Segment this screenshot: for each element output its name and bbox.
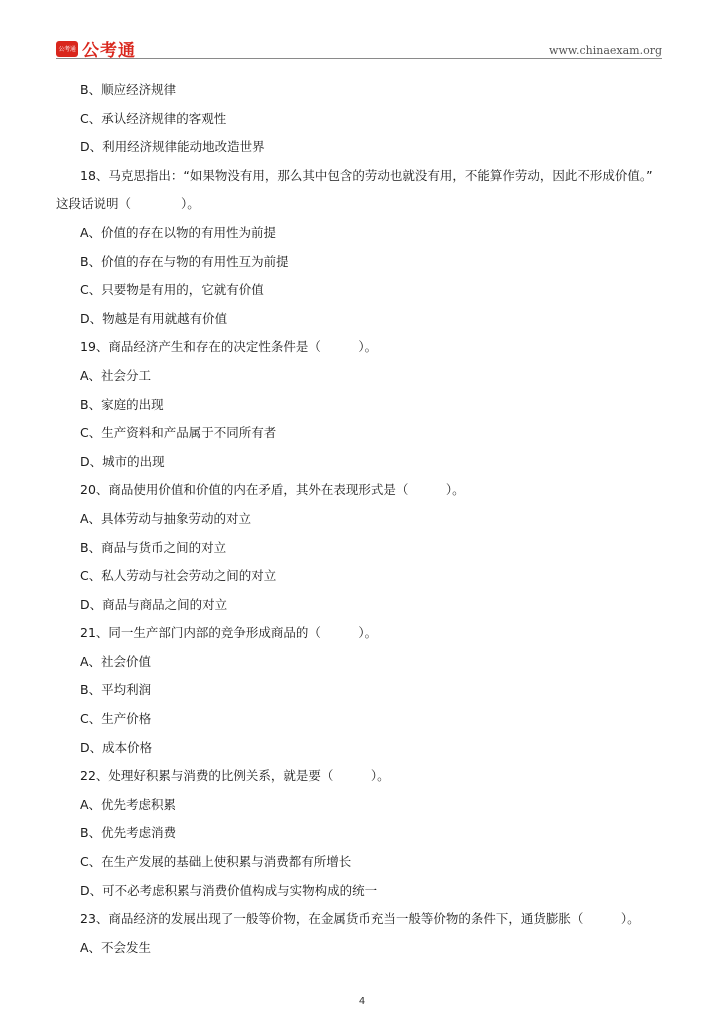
text-line: C、生产资料和产品属于不同所有者 bbox=[80, 425, 277, 441]
text-line: B、商品与货币之间的对立 bbox=[80, 539, 227, 555]
text-line: D、商品与商品之间的对立 bbox=[80, 596, 228, 612]
page-number: 4 bbox=[358, 996, 366, 1007]
text-line: D、城市的出现 bbox=[80, 453, 165, 469]
text-line: A、具体劳动与抽象劳动的对立 bbox=[80, 510, 252, 526]
text-line: B、家庭的出现 bbox=[80, 396, 164, 412]
text-line: C、生产价格 bbox=[80, 711, 152, 727]
text-line: 22、处理好积累与消费的比例关系，就是要（ ）。 bbox=[80, 768, 390, 784]
text-line: 这段话说明（ ）。 bbox=[56, 196, 200, 212]
text-line: B、平均利润 bbox=[80, 682, 152, 698]
text-line: 20、商品使用价值和价值的内在矛盾，其外在表现形式是（ ）。 bbox=[80, 482, 465, 498]
site-url: www.chinaexam.org bbox=[549, 44, 662, 57]
text-line: B、顺应经济规律 bbox=[80, 82, 177, 97]
text-line: B、优先考虑消费 bbox=[80, 825, 177, 841]
header-divider bbox=[56, 58, 662, 59]
text-line: A、社会分工 bbox=[80, 367, 152, 383]
document-body bbox=[56, 76, 666, 962]
text-line: D、物越是有用就越有价值 bbox=[80, 310, 228, 326]
text-line: C、私人劳动与社会劳动之间的对立 bbox=[80, 568, 277, 584]
logo-text: 公考通 bbox=[82, 41, 136, 61]
text-line: D、成本价格 bbox=[80, 739, 153, 755]
text-line: D、利用经济规律能动地改造世界 bbox=[80, 139, 265, 155]
text-line: B、价值的存在与物的有用性互为前提 bbox=[80, 253, 289, 269]
text-line: 19、商品经济产生和存在的决定性条件是（ ）。 bbox=[80, 339, 378, 355]
text-line: C、在生产发展的基础上使积累与消费都有所增长 bbox=[80, 854, 352, 870]
text-line: A、不会发生 bbox=[80, 939, 152, 955]
text-line: 21、同一生产部门内部的竞争形成商品的（ ）。 bbox=[80, 625, 378, 641]
text-line: A、优先考虑积累 bbox=[80, 796, 177, 812]
logo-badge: 公考通 bbox=[56, 41, 78, 57]
text-line: C、只要物是有用的，它就有价值 bbox=[80, 282, 264, 298]
text-line: D、可不必考虑积累与消费价值构成与实物构成的统一 bbox=[80, 882, 378, 898]
page-header bbox=[56, 34, 662, 61]
text-line: 23、商品经济的发展出现了一般等价物，在金属货币充当一般等价物的条件下，通货膨胀（ ）。 bbox=[80, 911, 640, 927]
text-line: C、承认经济规律的客观性 bbox=[80, 110, 227, 126]
text-line: A、社会价值 bbox=[80, 653, 152, 669]
text-line: A、价值的存在以物的有用性为前提 bbox=[80, 224, 277, 240]
text-line: 18、马克思指出：“如果物没有用，那么其中包含的劳动也就没有用，不能算作劳动，因此不形成价值。” bbox=[80, 167, 653, 183]
